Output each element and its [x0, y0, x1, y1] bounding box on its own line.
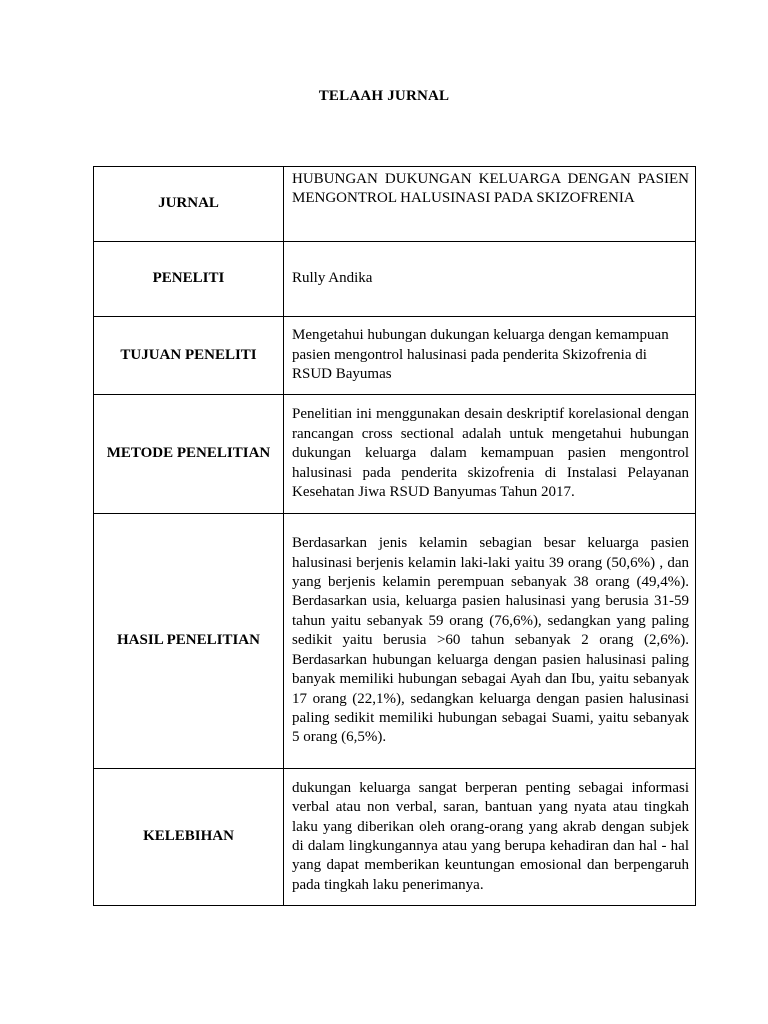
- table-row-hasil: [94, 514, 696, 769]
- journal-review-table: [93, 166, 696, 906]
- row-label-kelebihan: [94, 769, 284, 906]
- row-label-text: HASIL PENELITIAN: [117, 632, 260, 649]
- table-row-metode: [94, 395, 696, 514]
- table-row-peneliti: [94, 242, 696, 317]
- row-label-jurnal: [94, 167, 284, 242]
- table-row-tujuan: [94, 317, 696, 395]
- row-label-text: JURNAL: [158, 195, 219, 212]
- row-label-text: TUJUAN PENELITI: [120, 346, 257, 363]
- document-title: TELAAH JURNAL: [318, 88, 450, 104]
- row-label-text: PENELITI: [152, 270, 225, 287]
- row-label-text: KELEBIHAN: [143, 828, 234, 845]
- row-label-tujuan: [94, 317, 284, 395]
- row-label-text: METODE PENELITIAN: [106, 445, 271, 462]
- row-value-peneliti: Rully Andika: [284, 242, 696, 317]
- row-value-metode: Penelitian ini menggunakan desain deskriptif korelasional dengan rancangan cross sectional adalah untuk mengetahui hubungan dukungan keluarga dalam kemampuan pasien mengontrol halusinasi pada penderita skizofrenia di Instalasi Pelayanan Kesehatan Jiwa RSUD Banyumas Tahun 2017.: [284, 395, 696, 514]
- row-value-tujuan: Mengetahui hubungan dukungan keluarga dengan kemampuan pasien mengontrol halusinasi pada penderita Skizofrenia di RSUD Bayumas: [284, 317, 696, 395]
- row-label-metode: [94, 395, 284, 514]
- row-value-hasil: Berdasarkan jenis kelamin sebagian besar keluarga pasien halusinasi berjenis kelamin laki-laki yaitu 39 orang (50,6%) , dan yang berjenis kelamin perempuan sebanyak 38 orang (49,4%). Berdasarkan usia, keluarga pasien halusinasi yang berusia 31-59 tahun yaitu sebanyak 59 orang (76,6%), sedangkan yang paling sedikit yaitu berusia >60 tahun sebanyak 2 orang (2,6%). Berdasarkan hubungan keluarga dengan pasien halusinasi paling banyak memiliki hubungan sebagai Ayah dan Ibu, yaitu sebanyak 17 orang (22,1%), sedangkan keluarga dengan pasien halusinasi paling sedikit memiliki hubungan sebagai Suami, yaitu sebanyak 5 orang (6,5%).: [284, 514, 696, 769]
- table-row-kelebihan: [94, 769, 696, 906]
- row-label-hasil: [94, 514, 284, 769]
- table-row-jurnal: [94, 167, 696, 242]
- row-value-kelebihan: dukungan keluarga sangat berperan penting sebagai informasi verbal atau non verbal, saran, bantuan yang nyata atau tingkah laku yang diberikan oleh orang-orang yang akrab dengan subjek di dalam lingkungannya atau yang berupa kehadiran dan hal - hal yang dapat memberikan keuntungan emosional dan berpengaruh pada tingkah laku penerimanya.: [284, 769, 696, 906]
- row-label-peneliti: [94, 242, 284, 317]
- row-value-jurnal: HUBUNGAN DUKUNGAN KELUARGA DENGAN PASIEN MENGONTROL HALUSINASI PADA SKIZOFRENIA: [284, 167, 696, 242]
